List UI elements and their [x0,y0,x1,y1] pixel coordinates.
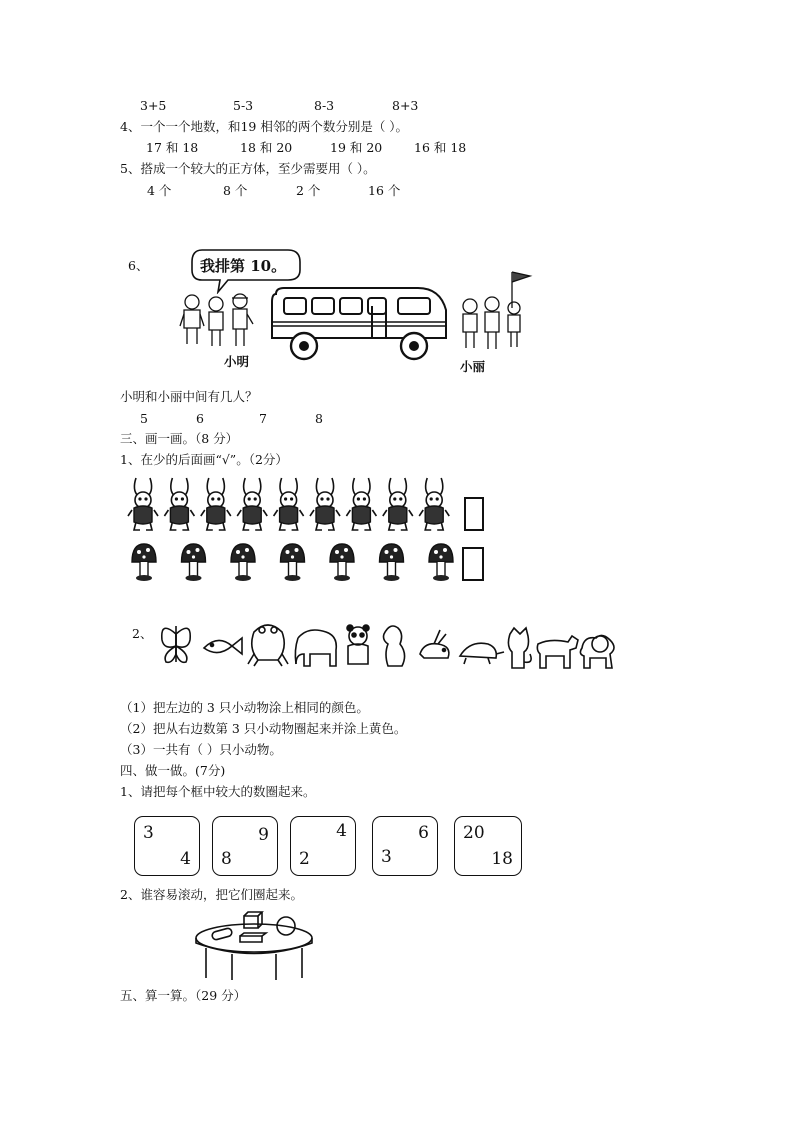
number-box-1[interactable] [134,816,200,876]
number-box-2-bottom: 8 [221,849,232,869]
number-box-5-top: 20 [463,823,485,843]
mushrooms-row-illustration [126,540,462,586]
section3-q1: 1、在少的后面画“√”。（2分） [120,452,288,467]
number-box-1-top: 3 [143,823,154,843]
number-box-1-bottom: 4 [180,849,191,869]
number-box-5-bottom: 18 [491,849,513,869]
rabbit-icon [383,478,413,530]
bus-illustration [268,284,452,362]
rabbit-icon [310,478,340,530]
mushroom-icon [281,544,305,581]
number-box-3[interactable] [290,816,356,876]
q6-option-2: 6 [196,411,204,426]
number-box-2[interactable] [212,816,278,876]
children-group-left-illustration [178,292,262,352]
q4-option-4: 16 和 18 [414,140,467,155]
rabbit-icon [164,478,194,530]
q4-option-1: 17 和 18 [146,140,199,155]
name-xiaoli: 小丽 [460,359,486,374]
section3-sub2: （2）把从右边数第 3 只小动物圈起来并涂上黄色。 [120,721,407,736]
q5-option-1: 4 个 [147,183,172,198]
number-box-5[interactable] [454,816,522,876]
children-group-right-illustration [458,268,534,354]
speech-bubble-text: 我排第 10。 [200,257,287,275]
number-box-3-bottom: 2 [299,849,310,869]
q4-text: 4、一个一个地数，和19 相邻的两个数分别是（ ）。 [120,119,409,134]
mushroom-icon [380,544,404,581]
q6-number: 6、 [128,258,149,273]
mushroom-icon [231,544,255,581]
q4-option-3: 19 和 20 [330,140,383,155]
rabbit-icon [274,478,304,530]
section3-sub1: （1）把左边的 3 只小动物涂上相同的颜色。 [120,700,369,715]
q3-option-2: 5-3 [233,98,254,113]
number-box-3-top: 4 [336,821,347,841]
number-box-4-bottom: 3 [381,847,392,867]
q6-option-3: 7 [259,411,267,426]
q5-option-2: 8 个 [223,183,248,198]
answer-box-mushrooms[interactable] [462,547,484,581]
name-xiaoming: 小明 [224,354,250,369]
section3-title: 三、画一画。（8 分） [120,431,239,446]
number-box-4[interactable] [372,816,438,876]
mushroom-icon [132,544,156,581]
section4-q2: 2、谁容易滚动，把它们圈起来。 [120,887,303,902]
section4-title: 四、做一做。(7分) [120,763,226,778]
mushroom-icon [429,544,453,581]
mushroom-icon [182,544,206,581]
rabbit-icon [128,478,158,530]
rabbit-icon [201,478,231,530]
animals-row-illustration [158,614,618,684]
q3-option-3: 8-3 [314,98,335,113]
mushroom-icon [330,544,354,581]
number-box-4-top: 6 [418,823,429,843]
section3-sub3: （3）一共有（ ）只小动物。 [120,742,282,757]
number-box-2-top: 9 [258,825,269,845]
q4-option-2: 18 和 20 [240,140,293,155]
rabbit-icon [237,478,267,530]
q6-option-1: 5 [140,411,148,426]
q5-text: 5、搭成一个较大的正方体，至少需要用（ ）。 [120,161,376,176]
rabbits-row-illustration [126,476,462,534]
rabbit-icon [419,478,449,530]
q5-option-4: 16 个 [368,183,401,198]
q3-option-1: 3+5 [140,98,167,113]
rabbit-icon [346,478,376,530]
q6-question: 小明和小丽中间有几人？ [120,389,258,404]
q6-option-4: 8 [315,411,323,426]
section5-title: 五、算一算。（29 分） [120,988,247,1003]
section4-q1: 1、请把每个框中较大的数圈起来。 [120,784,316,799]
section3-q2-number: 2、 [132,626,153,641]
q3-option-4: 8+3 [392,98,419,113]
table-with-objects-illustration [192,908,316,982]
q5-option-3: 2 个 [296,183,321,198]
answer-box-rabbits[interactable] [464,497,484,531]
